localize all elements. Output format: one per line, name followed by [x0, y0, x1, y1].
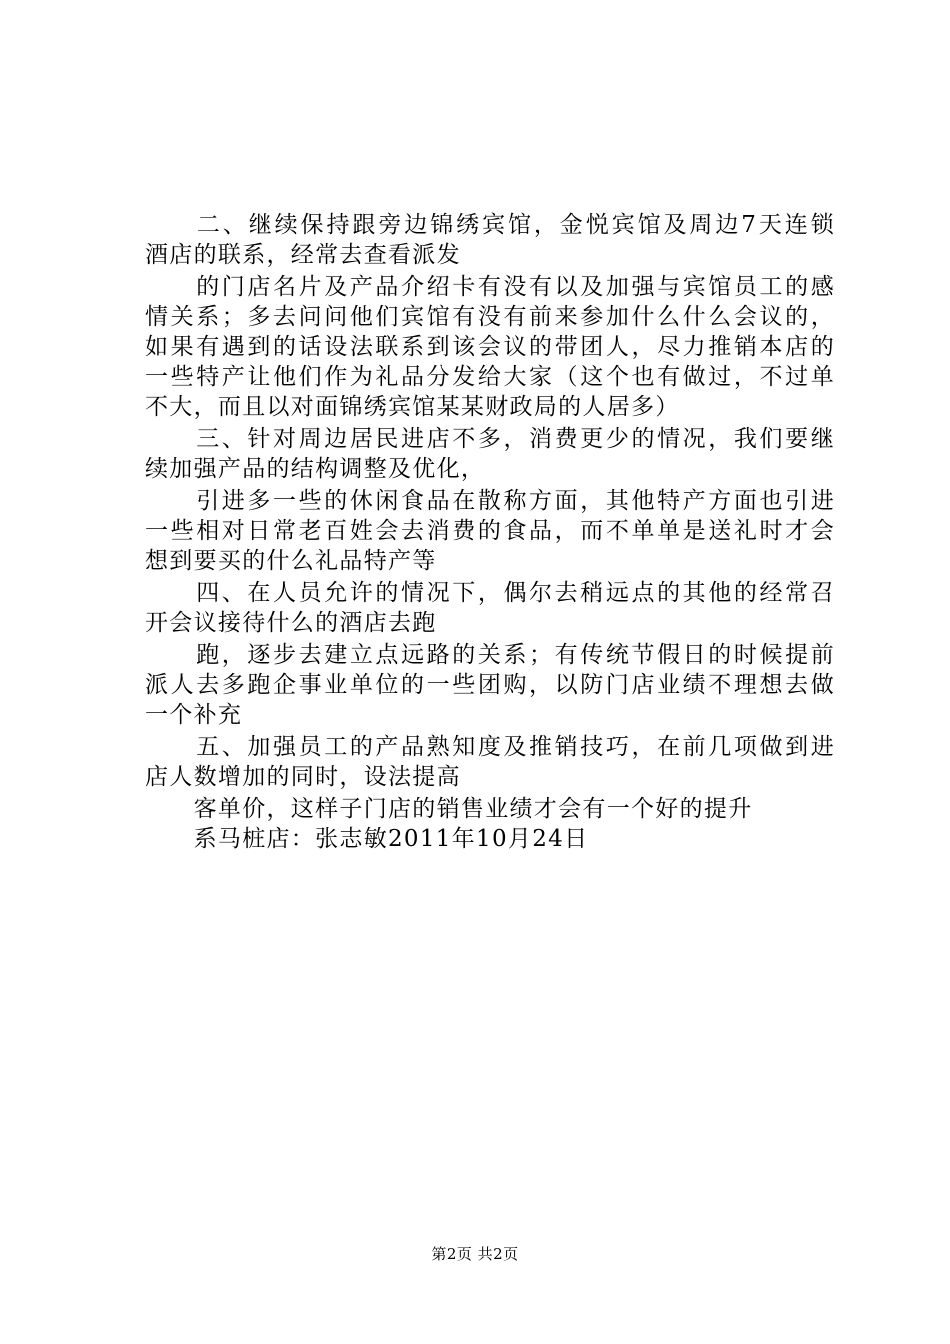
page-footer: 第2页 共2页	[431, 1245, 519, 1263]
paragraph-5-line-1: 引进多一些的休闲食品在散称方面，其他特产方面也引进	[145, 488, 835, 514]
paragraph-3-line-3: 如果有遇到的话设法联系到该会议的带团人，尽力推销本店的	[145, 334, 835, 360]
paragraph-3-line-4: 一些特产让他们作为礼品分发给大家（这个也有做过，不过单	[145, 364, 835, 390]
paragraph-5-line-3: 想到要买的什么礼品特产等	[145, 548, 437, 574]
paragraph-8-line-1: 五、加强员工的产品熟知度及推销技巧，在前几项做到进	[145, 734, 835, 760]
paragraph-4-line-1: 三、针对周边居民进店不多，消费更少的情况，我们要继	[145, 426, 835, 452]
paragraph-3-line-2: 情关系；多去问问他们宾馆有没有前来参加什么什么会议的，	[145, 304, 835, 330]
signature-line: 系马桩店：张志敏2011年10月24日	[145, 826, 589, 852]
paragraph-2-line-1: 二、继续保持跟旁边锦绣宾馆，金悦宾馆及周边7天连锁	[145, 212, 835, 238]
paragraph-3-line-1: 的门店名片及产品介绍卡有没有以及加强与宾馆员工的感	[145, 274, 835, 300]
paragraph-6-line-1: 四、在人员允许的情况下，偶尔去稍远点的其他的经常召	[145, 580, 835, 606]
paragraph-2-line-2: 酒店的联系，经常去查看派发	[145, 242, 461, 268]
paragraph-5-line-2: 一些相对日常老百姓会去消费的食品，而不单单是送礼时才会	[145, 518, 835, 544]
paragraph-6-line-2: 开会议接待什么的酒店去跑	[145, 610, 437, 636]
paragraph-8-line-2: 店人数增加的同时，设法提高	[145, 764, 461, 790]
paragraph-7-line-1: 跑，逐步去建立点远路的关系；有传统节假日的时候提前	[145, 642, 835, 668]
paragraph-7-line-2: 派人去多跑企事业单位的一些团购，以防门店业绩不理想去做	[145, 672, 835, 698]
paragraph-7-line-3: 一个补充	[145, 702, 243, 728]
paragraph-3-line-5: 不大，而且以对面锦绣宾馆某某财政局的人居多）	[145, 394, 680, 420]
paragraph-9-line-1: 客单价，这样子门店的销售业绩才会有一个好的提升	[145, 796, 753, 822]
paragraph-4-line-2: 续加强产品的结构调整及优化，	[145, 456, 486, 482]
